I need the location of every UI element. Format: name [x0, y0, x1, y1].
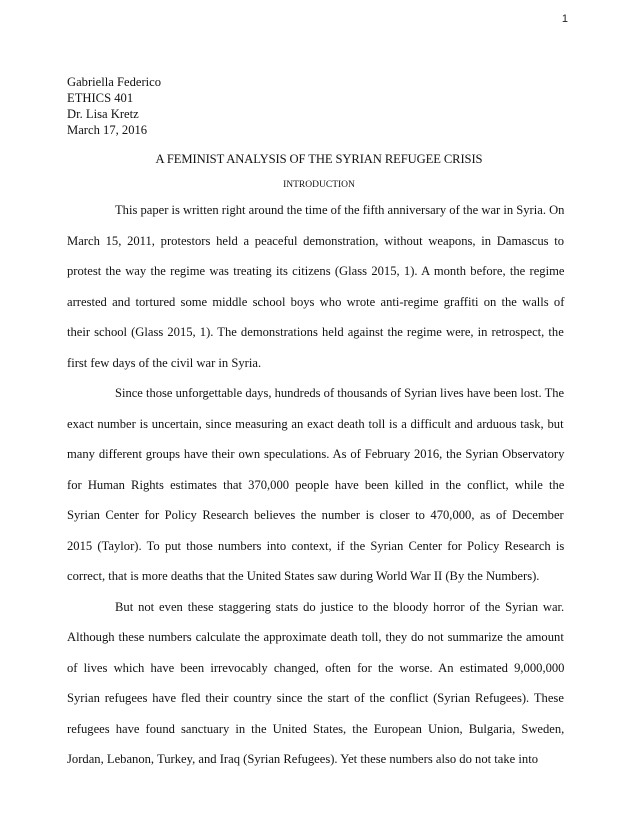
section-heading: INTRODUCTION [283, 180, 355, 190]
paper-date: March 17, 2016 [67, 123, 148, 137]
body-line: March 15, 2011, protestors held a peaceful demonstration, without weapons, in Damascus to [67, 233, 565, 248]
body-line: Jordan, Lebanon, Turkey, and Iraq (Syrian Refugees). Yet these numbers also do not take into [67, 752, 539, 766]
body-line: But not even these staggering stats do justice to the bloody horror of the Syrian war. [115, 599, 565, 614]
body-line: of lives which have been irrevocably changed, often for the worse. An estimated 9,000,000 [67, 660, 565, 675]
paper-header [67, 74, 161, 138]
instructor-name: Dr. Lisa Kretz [67, 107, 139, 121]
body-line: their school (Glass 2015, 1). The demonstrations held against the regime were, in retrospect, the [67, 325, 564, 339]
body-line: for Human Rights estimates that 370,000 people have been killed in the conflict, while the [67, 477, 565, 492]
body-line: many different groups have their own speculations. As of February 2016, the Syrian Observatory [67, 447, 565, 461]
body-line: Although these numbers calculate the approximate death toll, they do not summarize the amount [67, 630, 564, 644]
body-line: Syrian refugees have fled their country since the start of the conflict (Syrian Refugees). These [67, 691, 564, 705]
body-line: This paper is written right around the time of the fifth anniversary of the war in Syria. On [115, 203, 565, 217]
body-line: protest the way the regime was treating its citizens (Glass 2015, 1). A month before, the regime [67, 264, 565, 278]
body-line: refugees have found sanctuary in the United States, the European Union, Bulgaria, Sweden, [67, 721, 565, 736]
body-line: Since those unforgettable days, hundreds of thousands of Syrian lives have been lost. The [115, 386, 565, 400]
body-line: Syrian Center for Policy Research believes the number is closer to 470,000, as of December [67, 508, 564, 522]
author-name: Gabriella Federico [67, 75, 162, 89]
body-line: correct, that is more deaths that the United States saw during World War II (By the Numbers). [67, 569, 540, 583]
course-name: ETHICS 401 [67, 91, 134, 105]
body-line: first few days of the civil war in Syria. [67, 355, 262, 370]
body-line: exact number is uncertain, since measuring an exact death toll is a difficult and arduous task, but [67, 416, 564, 431]
body-line: arrested and tortured some middle school boys who wrote anti-regime graffiti on the walls of [67, 294, 565, 309]
body-line: 2015 (Taylor). To put those numbers into context, if the Syrian Center for Policy Research is [67, 538, 565, 553]
paper-title: A FEMINIST ANALYSIS OF THE SYRIAN REFUGEE CRISIS [155, 152, 483, 166]
page-number: 1 [561, 13, 568, 25]
